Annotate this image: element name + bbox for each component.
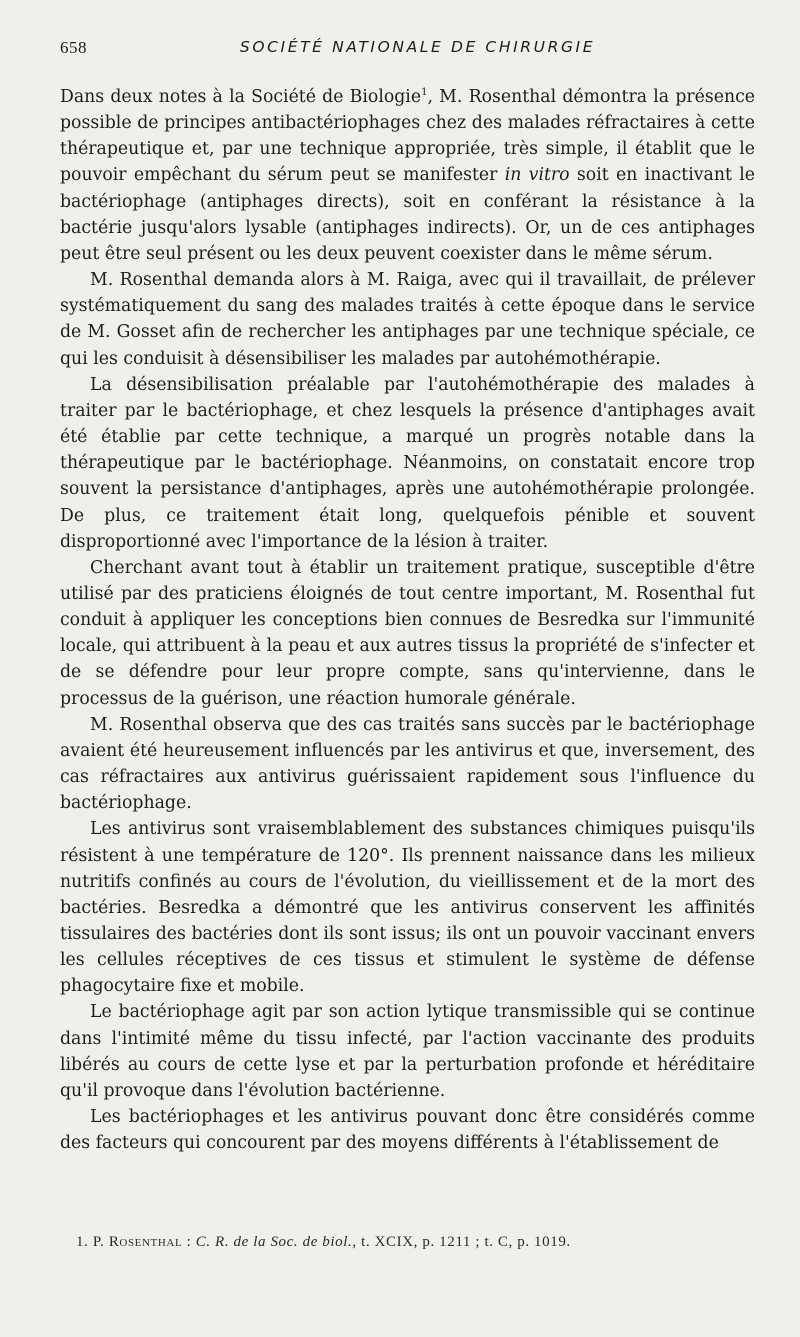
- paragraph: Le bactériophage agit par son action lytique transmissible qui se continue dans l'intimité même du tissu infecté, par l'action vaccinante des produits libérés au cours de cette lyse et par la perturbation profonde et héréditaire qu'il provoque dans l'évolution bactérienne.: [60, 1002, 755, 1101]
- footnote-number: 1.: [76, 1234, 89, 1250]
- footnote-author: Rosenthal: [108, 1234, 183, 1250]
- footnote: 1. P. Rosenthal : C. R. de la Soc. de biol., t. XCIX, p. 1211 ; t. C, p. 1019.: [76, 1234, 571, 1250]
- footnote-reference: 1: [421, 87, 428, 98]
- paragraph: M. Rosenthal observa que des cas traités sans succès par le bactériophage avaient été heureusement influencés par les antivirus et que, inversement, des cas réfractaires aux antivirus guérissaient rapidement sous l'influence du bactériophage.: [60, 714, 755, 814]
- paragraph: M. Rosenthal demanda alors à M. Raiga, avec qui il travaillait, de prélever systématiquement du sang des malades traités à cette époque dans le service de M. Gosset afin de rechercher les antiphages par une technique spéciale, ce qui les conduisit à désensibiliser les malades par autohémothérapie.: [60, 270, 755, 369]
- paragraph: La désensibilisation préalable par l'autohémothérapie des malades à traiter par le bactériophage, et chez lesquels la présence d'antiphages avait été établie par cette technique, a marqué un progrès notable dans la thérapeutique par le bactériophage. Néanmoins, on constatait encore trop souvent la persistance d'antiphages, après une autohémothérapie prolongée. De plus, ce traitement était long, quelquefois pénible et souvent disproportionné avec l'importance de la lésion à traiter.: [60, 374, 755, 552]
- body-text: [60, 84, 755, 1156]
- page-header: [60, 38, 755, 62]
- paragraph: Cherchant avant tout à établir un traitement pratique, susceptible d'être utilisé par des praticiens éloignés de tout centre important, M. Rosenthal fut conduit à appliquer les conceptions bien connues de Besredka sur l'immunité locale, qui attribuent à la peau et aux autres tissus la propriété de s'infecter et de se défendre pour leur propre compte, sans qu'intervienne, dans le processus de la guérison, une réaction humorale générale.: [60, 557, 755, 709]
- italic-term: in vitro: [504, 165, 570, 186]
- page-number: 658: [60, 38, 87, 57]
- paragraph: Dans deux notes à la Société de Biologie$^1$, M. Rosenthal démontra la présence possible de principes antibactériophages chez des malades réfractaires à cette thérapeutique et, par une technique appropriée, très simple, il établit que le pouvoir empêchant du sérum peut se manifester in vitro soit en inactivant le bactériophage (antiphages directs), soit en conférant la résistance à la bactérie jusqu'alors lysable (antiphages indirects). Or, un de ces antiphages peut être seul présent ou les deux peuvent coexister dans le même sérum.: [60, 87, 755, 264]
- paragraph: Les bactériophages et les antivirus pouvant donc être considérés comme des facteurs qui concourent par des moyens différents à l'établissement de: [60, 1107, 755, 1154]
- footnote-journal: C. R. de la Soc. de biol.: [195, 1234, 353, 1250]
- running-title: SOCIÉTÉ NATIONALE DE CHIRURGIE: [239, 38, 596, 56]
- paragraph: Les antivirus sont vraisemblablement des substances chimiques puisqu'ils résistent à une température de 120°. Ils prennent naissance dans les milieux nutritifs confinés au cours de l'évolution, du vieillissement et de la mort des bactéries. Besredka a démontré que les antivirus conservent les affinités tissulaires des bactéries dont ils sont issus; ils ont un pouvoir vaccinant envers les cellules réceptives de ces tissus et stimulent le système de défense phagocytaire fixe et mobile.: [60, 819, 755, 997]
